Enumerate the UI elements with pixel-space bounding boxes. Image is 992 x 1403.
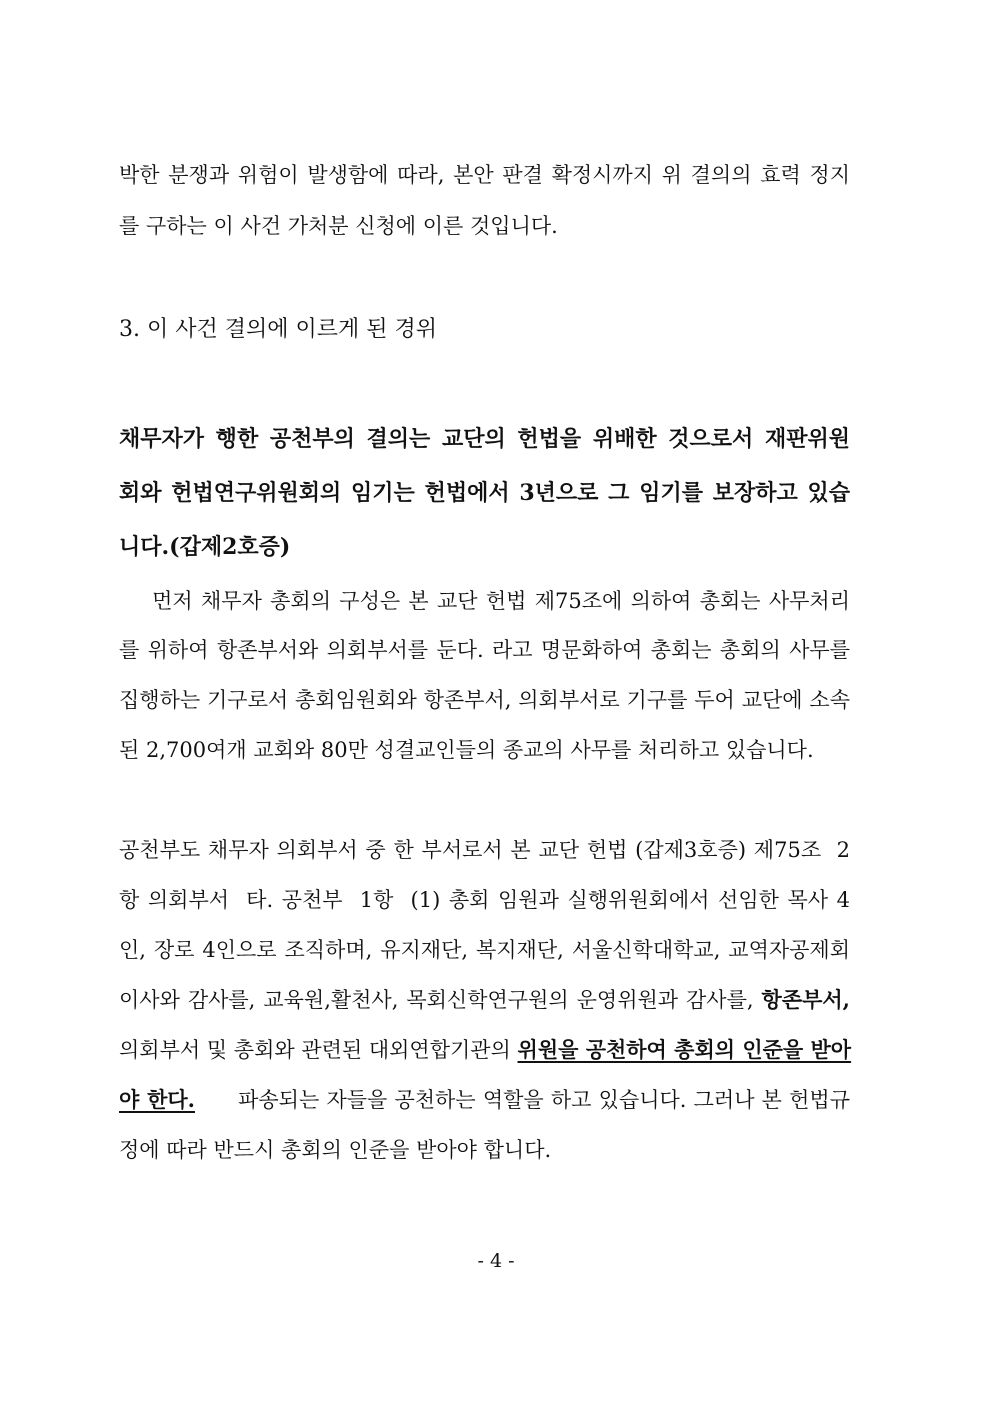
page-number: - 4 -	[477, 1250, 515, 1272]
emphasis-line-1: 채무자가 행한 공천부의 결의는 교단의 헌법을 위배한 것으로서 재판위원	[119, 426, 850, 452]
para2-line-4-text: 이사와 감사를, 교육원,활천사, 목회신학연구원의 운영위원과 감사를,	[119, 988, 762, 1012]
para2-line-5-text: 의회부서 및 총회와 관련된 대외연합기관의	[119, 1038, 518, 1062]
para2-line-6-text: 파송되는 자들을 공천하는 역할을 하고 있습니다. 그러나 본 헌법규	[195, 1088, 850, 1112]
intro-line-2: 를 구하는 이 사건 가처분 신청에 이른 것입니다.	[119, 214, 558, 238]
para1-line-2: 를 위하여 항존부서와 의회부서를 둔다. 라고 명문화하여 총회는 총회의 사무를	[119, 638, 850, 662]
section-3-heading: 3. 이 사건 결의에 이르게 된 경위	[119, 317, 437, 342]
para2-line-4-bold: 항존부서,	[761, 987, 850, 1012]
para2-line-5	[119, 1035, 850, 1065]
para2-line-3: 인, 장로 4인으로 조직하며, 유지재단, 복지재단, 서울신학대학교, 교역자공제회	[119, 938, 850, 962]
emphasis-line-2: 회와 헌법연구위원회의 임기는 헌법에서 3년으로 그 임기를 보장하고 있습	[119, 480, 850, 506]
para1-line-4: 된 2,700여개 교회와 80만 성결교인들의 종교의 사무를 처리하고 있습니다.	[119, 738, 814, 762]
emphasis-line-3: 니다.(갑제2호증)	[119, 534, 291, 560]
para2-line-6	[119, 1085, 850, 1115]
para1-line-3: 집행하는 기구로서 총회임원회와 항존부서, 의회부서로 기구를 두어 교단에 소속	[119, 688, 850, 712]
para2-line-7: 정에 따라 반드시 총회의 인준을 받아야 합니다.	[119, 1138, 552, 1162]
para2-line-6-underlined: 야 한다.	[119, 1087, 195, 1112]
para2-line-4	[119, 985, 850, 1015]
intro-line-1: 박한 분쟁과 위험이 발생함에 따라, 본안 판결 확정시까지 위 결의의 효력 정지	[119, 163, 850, 187]
para2-line-1: 공천부도 채무자 의회부서 중 한 부서로서 본 교단 헌법 (갑제3호증) 제75조 2	[119, 838, 850, 862]
para2-line-2: 항 의회부서 타. 공천부 1항 (1) 총회 임원과 실행위원회에서 선임한 목사 4	[119, 888, 850, 912]
para1-line-1: 먼저 채무자 총회의 구성은 본 교단 헌법 제75조에 의하여 총회는 사무처리	[119, 589, 850, 613]
para2-line-5-underlined: 위원을 공천하여 총회의 인준을 받아	[517, 1037, 852, 1062]
